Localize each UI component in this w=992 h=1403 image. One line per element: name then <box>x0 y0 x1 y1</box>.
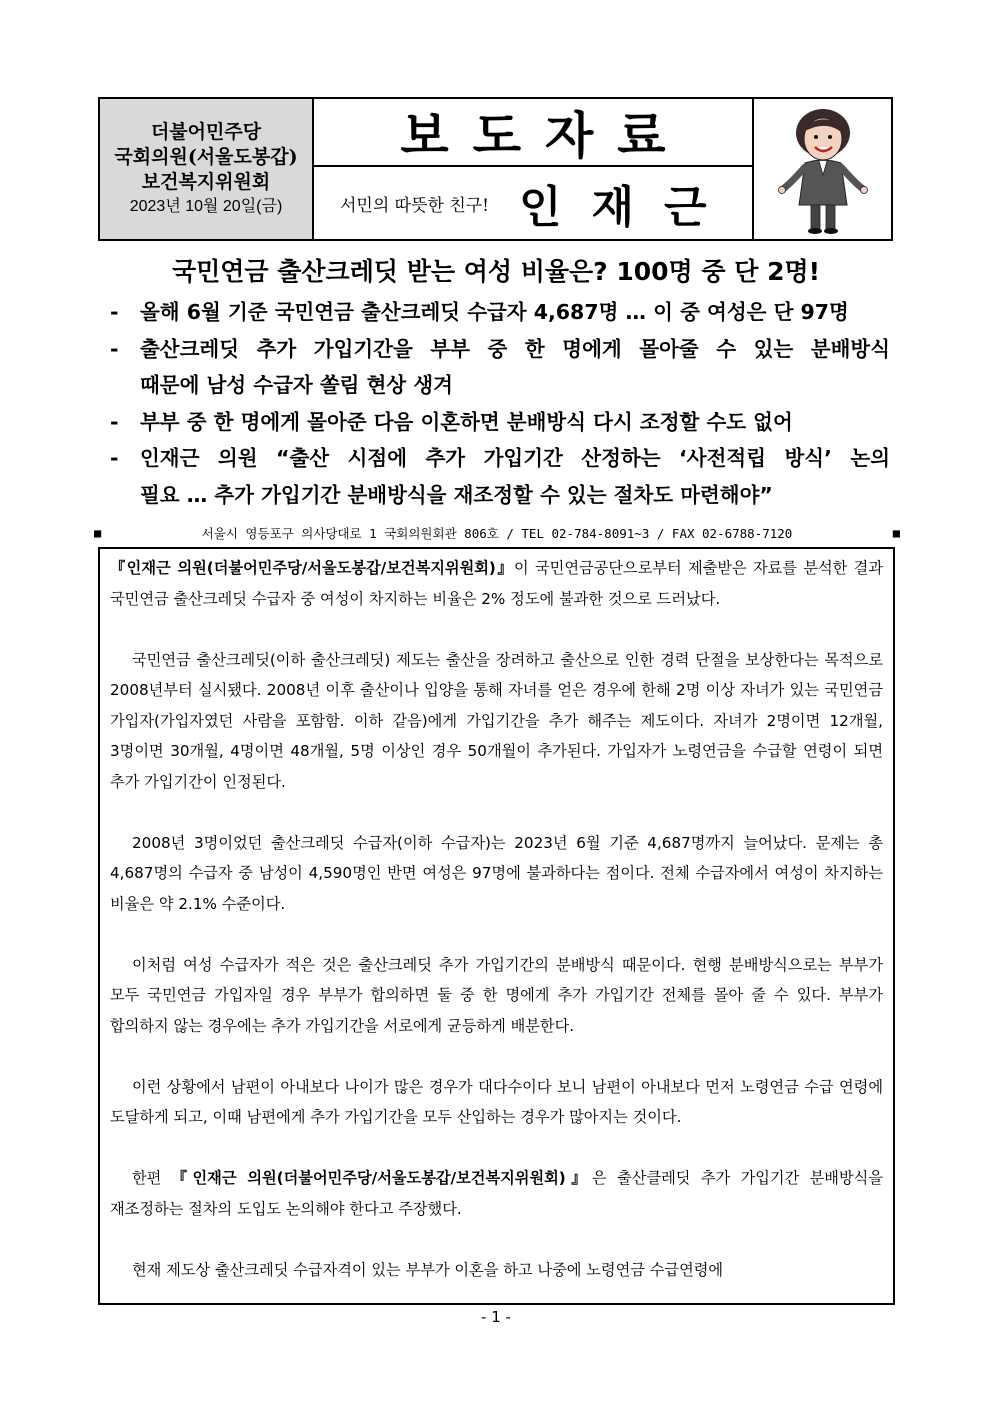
lawmaker-reference: 『인재근 의원(더불어민주당/서울도봉갑/보건복지위원회)』 <box>171 1169 593 1187</box>
paragraph: 한편 『인재근 의원(더불어민주당/서울도봉갑/보건복지위원회)』은 출산클레딧 추가 가입기간 분배방식을 재조정하는 절차의 도입도 논의해야 한다고 주장했다. <box>110 1169 883 1218</box>
bullet-dash: - <box>110 409 119 434</box>
bullet-line: 올해 6월 기준 국민연금 출산크레딧 수급자 4,687명 … 이 중 여성은 단 97명 <box>140 300 849 324</box>
lawmaker-reference: 『인재근 의원(더불어민주당/서울도봉갑/보건복지위원회)』 <box>110 559 515 577</box>
contact-info: 서울시 영등포구 의사당대로 1 국회의원회관 806호 / TEL 02-784-8091~3 / FAX 02-6788-7120 <box>201 526 793 541</box>
bullet-line: 때문에 남성 수급자 쏠림 현상 생겨 <box>140 373 453 397</box>
party-name: 더불어민주당 <box>150 120 262 143</box>
bullet-line: 출산크레딧 추가 가입기간을 부부 중 한 명에게 몰아줄 수 있는 분배방식 <box>140 336 890 361</box>
committee: 보건복지위원회 <box>141 170 271 193</box>
paragraph: 국민연금 출산크레딧(이하 출산크레딧) 제도는 출산을 장려하고 출산으로 인한 경력 단절을 보상한다는 목적으로 2008년부터 실시됐다. 2008년 이후 출산이나 입양을 통해 자녀를 얻은 경우에 한해 2명 이상 자녀가 있는 국민연금 가입자(가입자였던 사람을 포함함. 이하 같음)에게 가입기간을 추가 해주는 제도이다. 자녀가 2명이면 12개월, 3명이면 30개월, 4명이면 48개월, 5명 이상인 경우 50개월이 추가된다. 가입자가 노령연금을 수급할 연령이 되면 추가 가입기간이 인정된다. <box>110 650 883 791</box>
bullet-line: 인재근 의원 “출산 시점에 추가 가입기간 산정하는 ‘사전적립 방식’ 논의 <box>140 446 890 470</box>
paragraph: 2008년 3명이었던 출산크레딧 수급자(이하 수급자)는 2023년 6월 기준 4,687명까지 늘어났다. 문제는 총 4,687명의 수급자 중 남성이 4,590명인 반면 여성은 97명에 불과하다는 점이다. 전체 수급자에서 여성이 차지하는 비율은 약 2.1% 수준이다. <box>110 833 883 913</box>
sender-info <box>100 99 314 239</box>
bullet-dash: - <box>110 446 119 470</box>
press-release-header <box>98 97 893 241</box>
paragraph: 현재 제도상 출산크레딧 수급자격이 있는 부부가 이혼을 하고 나중에 노령연금 수급연령에 <box>132 1260 724 1279</box>
paragraph: 이런 상황에서 남편이 아내보다 나이가 많은 경우가 대다수이다 보니 남편이 아내보다 먼저 노령연금 수급 연령에 도달하게 되고, 이때 남편에게 추가 가입기간을 모두 산입하는 경우가 많아지는 것이다. <box>110 1077 883 1126</box>
paragraph: 『인재근 의원(더불어민주당/서울도봉갑/보건복지위원회)』이 국민연금공단으로부터 제출받은 자료를 분석한 결과 국민연금 출산크레딧 수급자 중 여성이 차지하는 비율은 2% 정도에 불과한 것으로 드러났다. <box>110 559 884 608</box>
page-number: - 1 - <box>481 1308 511 1326</box>
portrait <box>754 99 891 239</box>
square-marker-icon: ■ <box>94 526 102 540</box>
contact-bar <box>94 522 900 544</box>
bullet-line: 부부 중 한 명에게 몰아준 다음 이혼하면 분배방식 다시 조정할 수도 없어 <box>140 409 793 434</box>
square-marker-icon: ■ <box>892 526 900 540</box>
summary-bullet <box>110 404 890 441</box>
document-title: 보도자료 <box>314 99 752 167</box>
headline: 국민연금 출산크레딧 받는 여성 비율은? 100명 중 단 2명! <box>171 257 821 286</box>
release-date: 2023년 10월 20일(금) <box>129 197 283 215</box>
bullet-line: 필요 … 추가 가입기간 분배방식을 재조정할 수 있는 절차도 마련해야” <box>140 482 773 507</box>
summary-bullet <box>110 294 890 331</box>
paragraph: 이처럼 여성 수급자가 적은 것은 출산크레딧 추가 가입기간의 분배방식 때문이다. 현행 분배방식으로는 부부가 모두 국민연금 가입자일 경우 부부가 합의하면 둘 중 한 명에게 추가 가입기간 전체를 몰아 줄 수 있다. 부부가 합의하지 않는 경우에는 추가 가입기간을 서로에게 균등하게 배분한다. <box>110 955 883 1035</box>
summary-bullet <box>110 440 890 513</box>
lawmaker-name: 인재근 <box>519 182 737 233</box>
constituency: 국회의원(서울도봉갑) <box>114 145 298 168</box>
title-block <box>314 99 754 239</box>
article-body <box>98 547 895 1305</box>
summary-bullet <box>110 331 890 404</box>
caricature-portrait-icon <box>775 103 871 235</box>
subtitle-row <box>314 167 752 239</box>
bullet-dash: - <box>110 300 119 324</box>
slogan: 서민의 따뜻한 친구! <box>340 195 490 216</box>
bullet-dash: - <box>110 336 119 361</box>
summary-bullets <box>110 294 890 513</box>
